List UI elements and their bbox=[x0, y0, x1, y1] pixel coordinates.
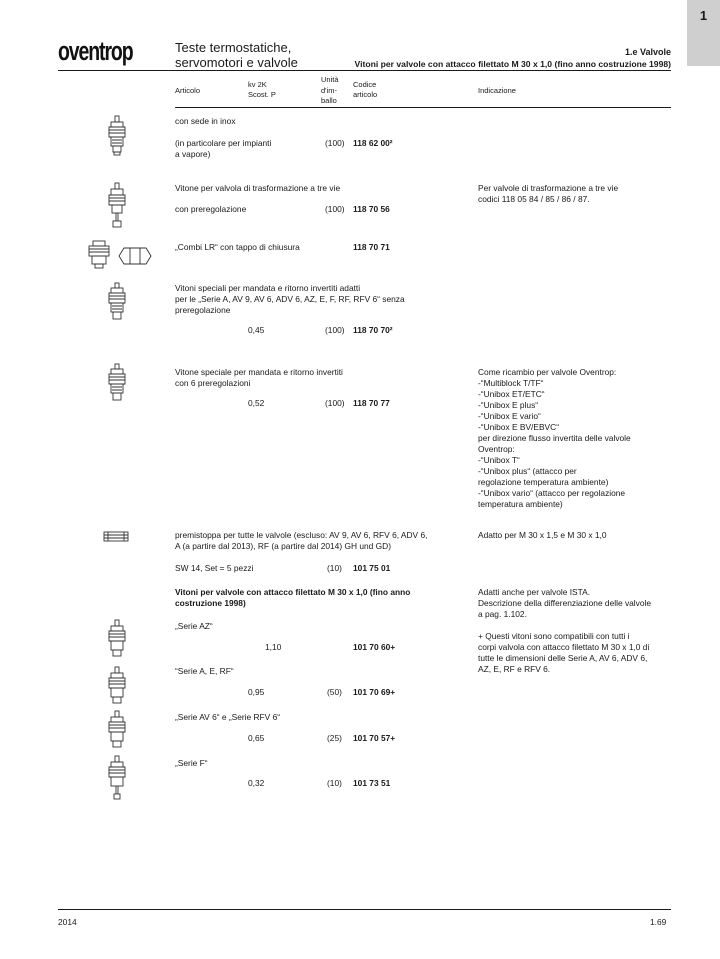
prem-sub: SW 14, Set = 5 pezzi bbox=[175, 563, 254, 573]
serie-a-e-rf-insert-icon bbox=[106, 666, 128, 706]
tre-vie-note bbox=[478, 183, 618, 205]
vit-note-line: corpi valvola con attacco filettato M 30 x 1,0 di bbox=[478, 642, 650, 652]
cap-nut-icon bbox=[118, 246, 152, 266]
f-kv: 0,32 bbox=[248, 778, 265, 788]
inv6-note-line: -“Unibox ET/ETC“ bbox=[478, 389, 545, 399]
chapter-tab-number: 1 bbox=[699, 8, 708, 23]
three-way-insert-icon bbox=[106, 182, 128, 230]
prem-desc-line1: premistoppa per tutte le valvole (escluso: AV 9, AV 6, RFV 6, ADV 6, bbox=[175, 530, 428, 540]
prem-desc bbox=[175, 530, 427, 552]
av6-kv: 0,65 bbox=[248, 733, 265, 743]
col-indicazione: Indicazione bbox=[478, 86, 516, 95]
tre-vie-note-line2: codici 118 05 84 / 85 / 86 / 87. bbox=[478, 194, 590, 204]
vit-note-line bbox=[478, 620, 651, 631]
section-label: 1.e Valvole bbox=[624, 47, 671, 57]
f-title: „Serie F“ bbox=[175, 758, 208, 768]
prem-note: Adatto per M 30 x 1,5 e M 30 x 1,0 bbox=[478, 530, 607, 540]
vit-note-line: Descrizione della differenziazione delle valvole bbox=[478, 598, 652, 608]
footer-rule bbox=[58, 909, 671, 910]
col-kv bbox=[248, 80, 276, 100]
inv6-note-line: -“Unibox plus“ (attacco per bbox=[478, 466, 577, 476]
inv6-desc-line1: Vitone speciale per mandata e ritorno invertiti bbox=[175, 367, 343, 377]
col-kv-line2: Scost. P bbox=[248, 90, 276, 99]
col-codice-line1: Codice bbox=[353, 80, 377, 89]
inox-desc bbox=[175, 138, 271, 160]
combi-code: 118 70 71 bbox=[353, 242, 390, 252]
serie-f-insert-icon bbox=[106, 755, 128, 801]
inox-unit: (100) bbox=[325, 138, 345, 148]
inv6-note-line: per direzione flusso invertita delle valvole bbox=[478, 433, 631, 443]
col-kv-line1: kv 2K bbox=[248, 80, 267, 89]
tre-vie-note-line1: Per valvole di trasformazione a tre vie bbox=[478, 183, 619, 193]
column-header-rule bbox=[175, 107, 671, 108]
inv6-note-line: -“Unibox E plus“ bbox=[478, 400, 539, 410]
spec-kv: 0,45 bbox=[248, 325, 265, 335]
inv6-notes bbox=[478, 367, 631, 510]
col-codice-line2: articolo bbox=[353, 90, 378, 99]
tre-vie-unit: (100) bbox=[325, 204, 345, 214]
f-unit: (10) bbox=[327, 778, 342, 788]
inv6-kv: 0,52 bbox=[248, 398, 265, 408]
col-articolo: Articolo bbox=[175, 86, 201, 95]
f-code: 101 73 51 bbox=[353, 778, 391, 788]
az-code: 101 70 60+ bbox=[353, 642, 396, 652]
spec-desc-line2: per le „Serie A, AV 9, AV 6, ADV 6, AZ, E, F, RF, RFV 6“ senza bbox=[175, 294, 405, 304]
inv6-note-line: -“Unibox E BV/EBVC“ bbox=[478, 422, 559, 432]
header-rule bbox=[58, 70, 671, 71]
inv6-unit: (100) bbox=[325, 398, 345, 408]
vit-notes bbox=[478, 587, 651, 675]
col-unita-line2: d'im- bbox=[321, 85, 338, 95]
inox-title: con sede in inox bbox=[175, 116, 236, 126]
vit-heading-line2: costruzione 1998) bbox=[175, 598, 246, 608]
inv6-code: 118 70 77 bbox=[353, 398, 390, 408]
vit-note-line: AZ, E, RF e RFV 6. bbox=[478, 664, 551, 674]
aerf-unit: (50) bbox=[327, 687, 342, 697]
inv6-note-line: -“Unibox E vario“ bbox=[478, 411, 541, 421]
inv6-note-line: -“Multiblock T/TF“ bbox=[478, 378, 544, 388]
inv6-note-line: Oventrop: bbox=[478, 444, 515, 454]
inv6-note-line: -“Unibox T“ bbox=[478, 455, 520, 465]
av6-unit: (25) bbox=[327, 733, 342, 743]
inv6-note-line: temperatura ambiente) bbox=[478, 499, 563, 509]
tre-vie-sub: con preregolazione bbox=[175, 204, 247, 214]
col-codice bbox=[353, 80, 377, 100]
prem-desc-line2: A (a partire dal 2013), RF (a partire dal 2014) GH und GD) bbox=[175, 541, 391, 551]
az-title: „Serie AZ“ bbox=[175, 621, 213, 631]
vit-note-line: + Questi vitoni sono compatibili con tutti i bbox=[478, 631, 630, 641]
section-subtitle: Vitoni per valvole con attacco filettato M 30 x 1,0 (fino anno costruzione 1998) bbox=[354, 59, 671, 69]
spec-desc bbox=[175, 283, 405, 316]
az-kv: 1,10 bbox=[265, 642, 282, 652]
spec-desc-line1: Vitoni speciali per mandata e ritorno invertiti adatti bbox=[175, 283, 361, 293]
vit-note-line: a pag. 1.102. bbox=[478, 609, 527, 619]
prem-code: 101 75 01 bbox=[353, 563, 391, 573]
combi-lr-insert-icon bbox=[86, 240, 112, 270]
tre-vie-code: 118 70 56 bbox=[353, 204, 390, 214]
inv6-note-line: Come ricambio per valvole Oventrop: bbox=[478, 367, 617, 377]
page-title-line1: Teste termostatiche, bbox=[175, 40, 292, 55]
aerf-title: “Serie A, E, RF“ bbox=[175, 666, 234, 676]
serie-av6-insert-icon bbox=[106, 710, 128, 750]
col-unita-line1: Unità bbox=[321, 75, 339, 84]
oventrop-logo: oventrop bbox=[58, 36, 133, 66]
prem-unit: (10) bbox=[327, 563, 342, 573]
spec-unit: (100) bbox=[325, 325, 345, 335]
reversed-flow-presetting-insert-icon bbox=[106, 363, 128, 403]
valve-insert-icon bbox=[106, 115, 128, 157]
col-unita bbox=[321, 75, 339, 107]
av6-title: „Serie AV 6“ e „Serie RFV 6“ bbox=[175, 712, 281, 722]
inv6-note-line: -“Unibox vario“ (attacco per regolazione bbox=[478, 488, 626, 498]
aerf-code: 101 70 69+ bbox=[353, 687, 396, 697]
tre-vie-title: Vitone per valvola di trasformazione a tre vie bbox=[175, 183, 341, 193]
gland-nut-icon bbox=[103, 530, 129, 544]
page-number: 1.69 bbox=[650, 917, 667, 927]
inox-code: 118 62 00² bbox=[353, 138, 393, 148]
col-unita-line3: ballo bbox=[321, 96, 337, 105]
page-title bbox=[175, 40, 298, 70]
vit-note-line: Adatti anche per valvole ISTA. bbox=[478, 587, 591, 597]
inv6-note-line: regolazione temperatura ambiente) bbox=[478, 477, 609, 487]
aerf-kv: 0,95 bbox=[248, 687, 265, 697]
reversed-flow-insert-icon bbox=[106, 282, 128, 322]
av6-code: 101 70 57+ bbox=[353, 733, 396, 743]
vit-heading-line1: Vitoni per valvole con attacco filettato M 30 x 1,0 (fino anno bbox=[175, 587, 411, 597]
combi-title: „Combi LR“ con tappo di chiusura bbox=[175, 242, 300, 252]
inox-desc-line2: a vapore) bbox=[175, 149, 211, 159]
spec-code: 118 70 70² bbox=[353, 325, 393, 335]
spec-desc-line3: preregolazione bbox=[175, 305, 231, 315]
footer-year: 2014 bbox=[58, 917, 77, 927]
vit-note-line: tutte le dimensioni delle Serie A, AV 6, ADV 6, bbox=[478, 653, 648, 663]
inv6-desc bbox=[175, 367, 343, 389]
page-title-line2: servomotori e valvole bbox=[175, 55, 298, 70]
inv6-desc-line2: con 6 preregolazioni bbox=[175, 378, 251, 388]
serie-az-insert-icon bbox=[106, 619, 128, 659]
inox-desc-line1: (in particolare per impianti bbox=[175, 138, 272, 148]
vit-heading bbox=[175, 587, 410, 609]
